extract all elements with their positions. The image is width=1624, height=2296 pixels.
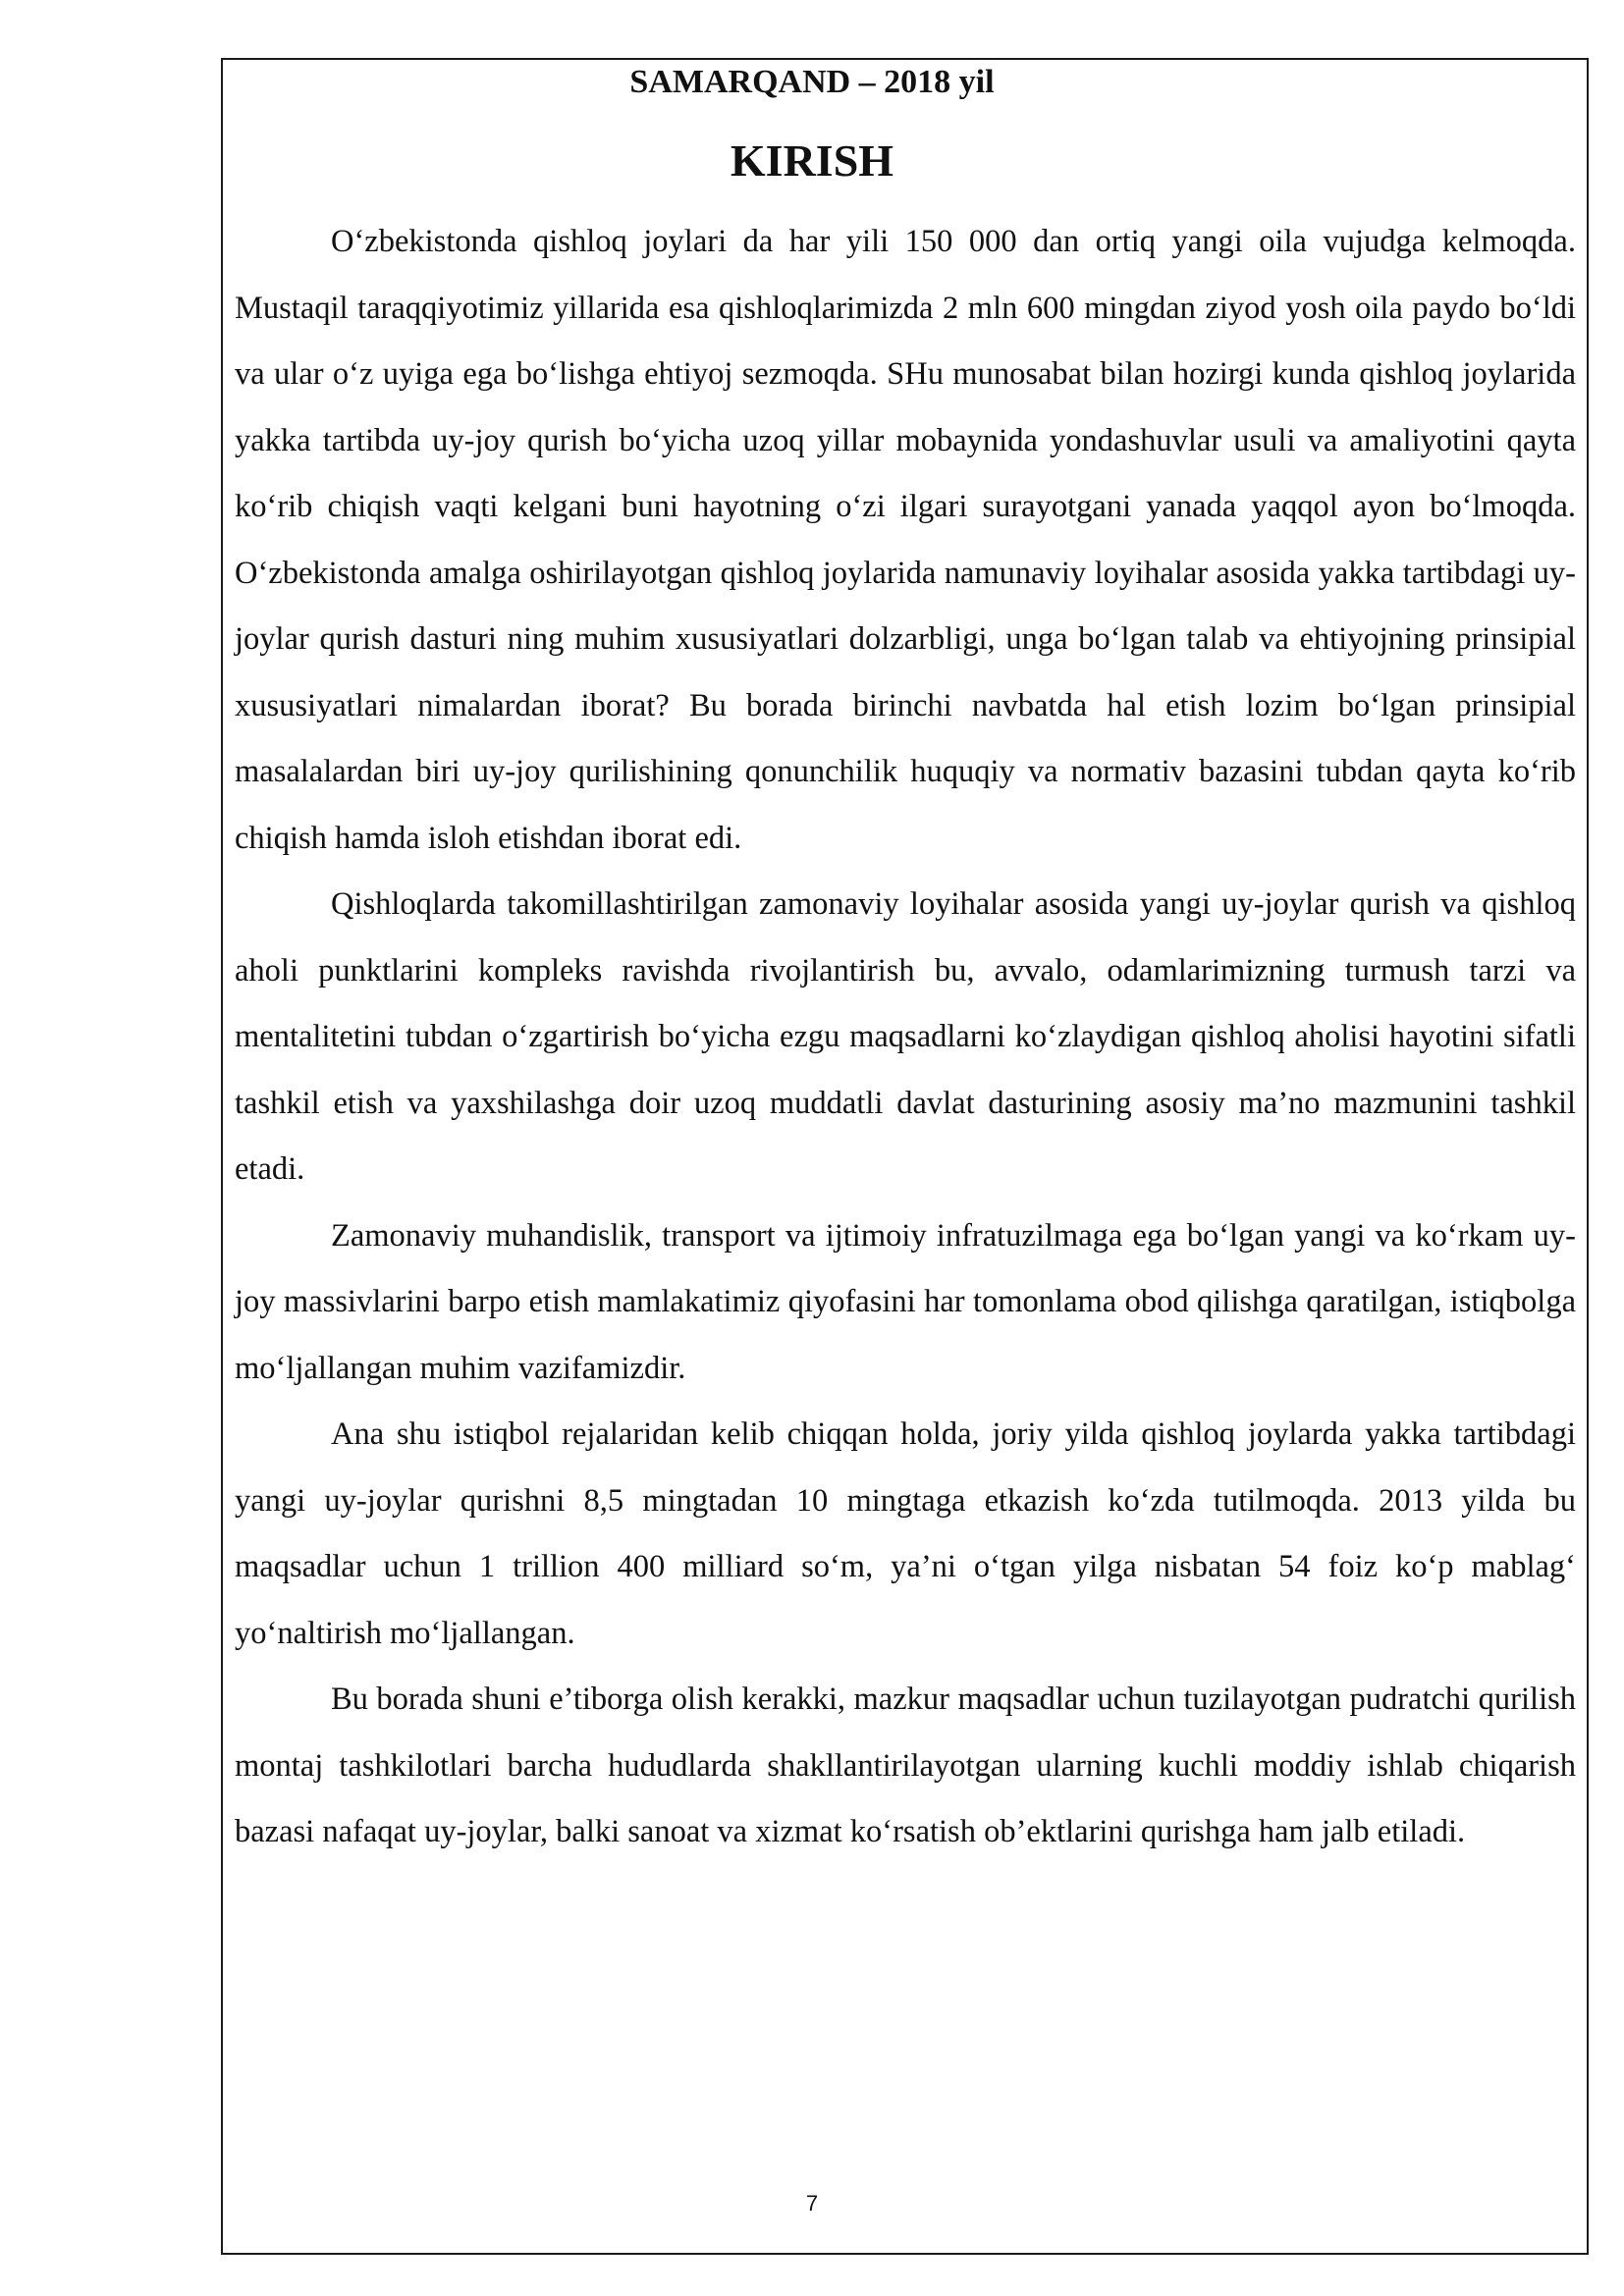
paragraph: Bu borada shuni e’tiborga olish kerakki, mazkur maqsadlar uchun tuzilayotgan pudratchi qurilish montaj tashkilotlari barcha hududlarda shakllantirilayotgan ularning kuchli moddiy ishlab chiqarish bazasi nafaqat uy-joylar, balki sanoat va xizmat ko‘rsatish ob’ektlarini qurishga ham jalb etiladi. [235, 1682, 1576, 1849]
paragraph: Zamonaviy muhandislik, transport va ijtimoiy infratuzilmaga ega bo‘lgan yangi va ko‘rkam uy-joy massivlarini barpo etish mamlakatimiz qiyofasini har tomonlama obod qilishga qaratilgan, istiqbolga mo‘ljallangan muhim vazifamizdir. [235, 1217, 1576, 1386]
page-number: 7 [805, 2191, 819, 2216]
city-year-header: SAMARQAND – 2018 yil [629, 64, 995, 100]
paragraph: O‘zbekistonda qishloq joylari da har yili 150 000 dan ortiq yangi oila vujudga kelmoqda. Mustaqil taraqqiyotimiz yillarida esa qishloqlarimizda 2 mln 600 mingdan ziyod yosh oila paydo bo‘ldi va ular o‘z uyiga ega bo‘lishga ehtiyoj sezmoqda. SHu munosabat bilan hozirgi kunda qishloq joylarida yakka tartibda uy-joy qurish bo‘yicha uzoq yillar mobaynida yondashuvlar usuli va amaliyotini qayta ko‘rib chiqish vaqti kelgani buni hayotning o‘zi ilgari surayotgani yanada yaqqol ayon bo‘lmoqda. O‘zbekistonda amalga oshirilayotgan qishloq joylarida namunaviy loyihalar asosida yakka tartibdagi uy-joylar qurish dasturi ning muhim xususiyatlari dolzarbligi, unga bo‘lgan talab va ehtiyojning prinsipial xususiyatlari nimalardan iborat? Bu borada birinchi navbatda hal etish lozim bo‘lgan prinsipial masalalardan biri uy-joy qurilishining qonunchilik huquqiy va normativ bazasini tubdan qayta ko‘rib chiqish hamda isloh etishdan iborat edi. [235, 224, 1576, 856]
paragraph: Ana shu istiqbol rejalaridan kelib chiqqan holda, joriy yilda qishloq joylarda yakka tartibdagi yangi uy-joylar qurishni 8,5 mingtadan 10 mingtaga etkazish ko‘zda tutilmoqda. 2013 yilda bu maqsadlar uchun 1 trillion 400 milliard so‘m, ya’ni o‘tgan yilga nisbatan 54 foiz ko‘p mablag‘ yo‘naltirish mo‘ljallangan. [235, 1416, 1576, 1651]
body-text [235, 209, 1576, 1866]
page-title: KIRISH [730, 135, 894, 186]
paragraph: Qishloqlarda takomillashtirilgan zamonaviy loyihalar asosida yangi uy-joylar qurish va qishloq aholi punktlarini kompleks ravishda rivojlantirish bu, avvalo, odamlarimizning turmush tarzi va mentalitetini tubdan o‘zgartirish bo‘yicha ezgu maqsadlarni ko‘zlaydigan qishloq aholisi hayotini sifatli tashkil etish va yaxshilashga doir uzoq muddatli davlat dasturining asosiy ma’no mazmunini tashkil etadi. [235, 886, 1576, 1187]
